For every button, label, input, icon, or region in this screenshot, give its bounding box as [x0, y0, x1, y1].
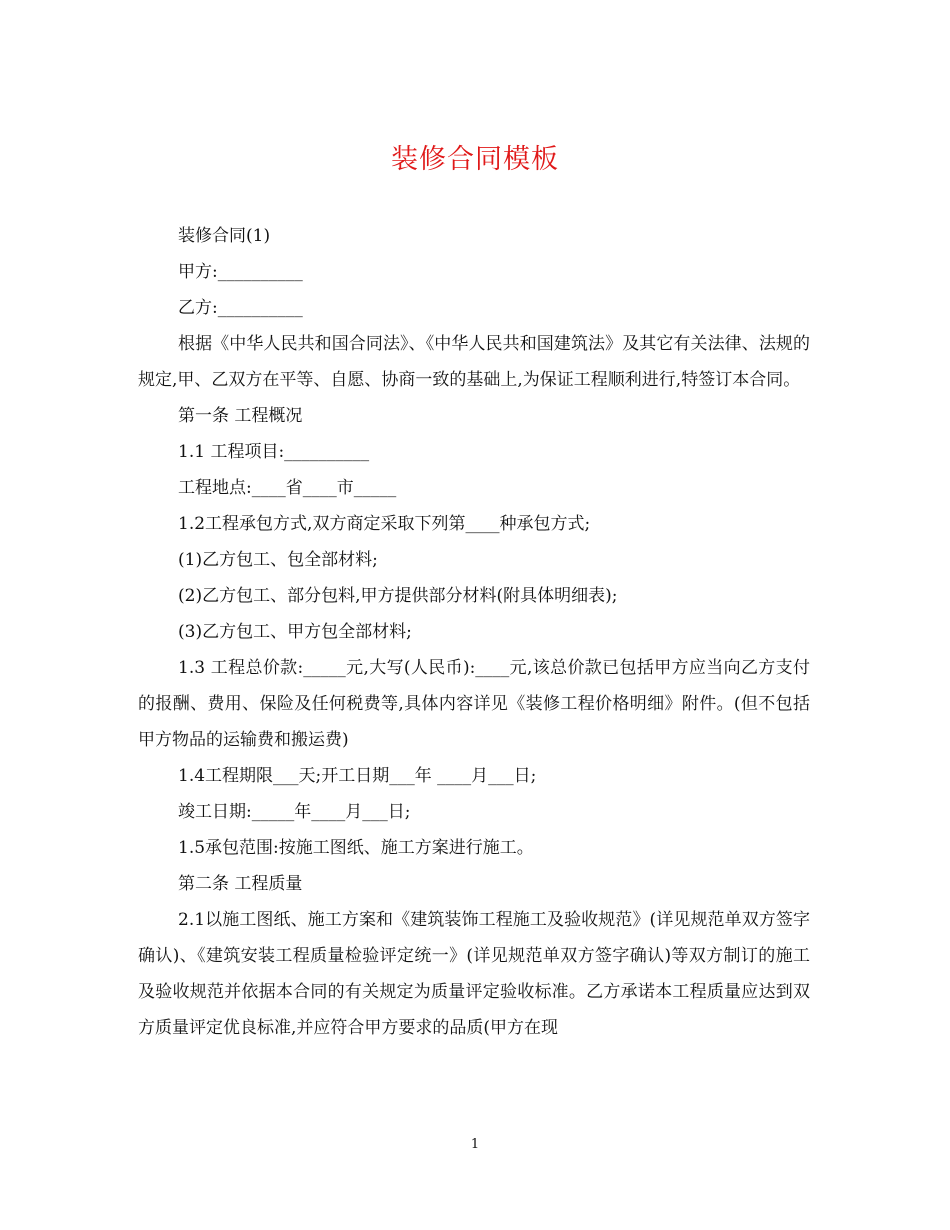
paragraph-1-2: 1.2工程承包方式,双方商定采取下列第____种承包方式; [178, 514, 591, 534]
paragraph-1-5: 1.5承包范围:按施工图纸、施工方案进行施工。 [178, 838, 534, 858]
paragraph-1-3: 1.3 工程总价款:_____元,大写(人民币):____元,该总价款已包括甲方应当向乙方支付的报酬、费用、保险及任何税费等,具体内容详见《装修工程价格明细》附件。(但不包括甲方物品的运输费和搬运费) [138, 658, 810, 750]
paragraph-party-b: 乙方:__________ [178, 298, 303, 318]
paragraph-contract-heading: 装修合同(1) [178, 226, 271, 246]
section-heading-1: 第一条 工程概况 [178, 406, 303, 426]
paragraph-1-4: 1.4工程期限___天;开工日期___年 ____月___日; [178, 766, 537, 786]
paragraph-1-1: 1.1 工程项目:__________ [178, 442, 370, 462]
paragraph-completion-date: 竣工日期:_____年____月___日; [178, 802, 411, 822]
page-number: 1 [470, 1137, 480, 1152]
paragraph-preamble: 根据《中华人民共和国合同法》、《中华人民共和国建筑法》及其它有关法律、法规的规定,甲、乙双方在平等、自愿、协商一致的基础上,为保证工程顺利进行,特签订本合同。 [138, 334, 810, 390]
paragraph-2-1: 2.1以施工图纸、施工方案和《建筑装饰工程施工及验收规范》(详见规范单双方签字确认)、《建筑安装工程质量检验评定统一》(详见规范单双方签字确认)等双方制订的施工及验收规范并依据本合同的有关规定为质量评定验收标准。乙方承诺本工程质量应达到双方质量评定优良标准,并应符合甲方要求的品质(甲方在现 [138, 910, 810, 1038]
paragraph-location: 工程地点:____省____市_____ [178, 478, 397, 498]
paragraph-option-3: (3)乙方包工、甲方包全部材料; [178, 622, 412, 642]
paragraph-option-2: (2)乙方包工、部分包料,甲方提供部分材料(附具体明细表); [178, 586, 618, 606]
page-title: 装修合同模板 [391, 144, 559, 175]
section-heading-2: 第二条 工程质量 [178, 874, 303, 894]
paragraph-party-a: 甲方:__________ [178, 262, 303, 282]
paragraph-option-1: (1)乙方包工、包全部材料; [178, 550, 378, 570]
document-body [138, 218, 810, 1046]
